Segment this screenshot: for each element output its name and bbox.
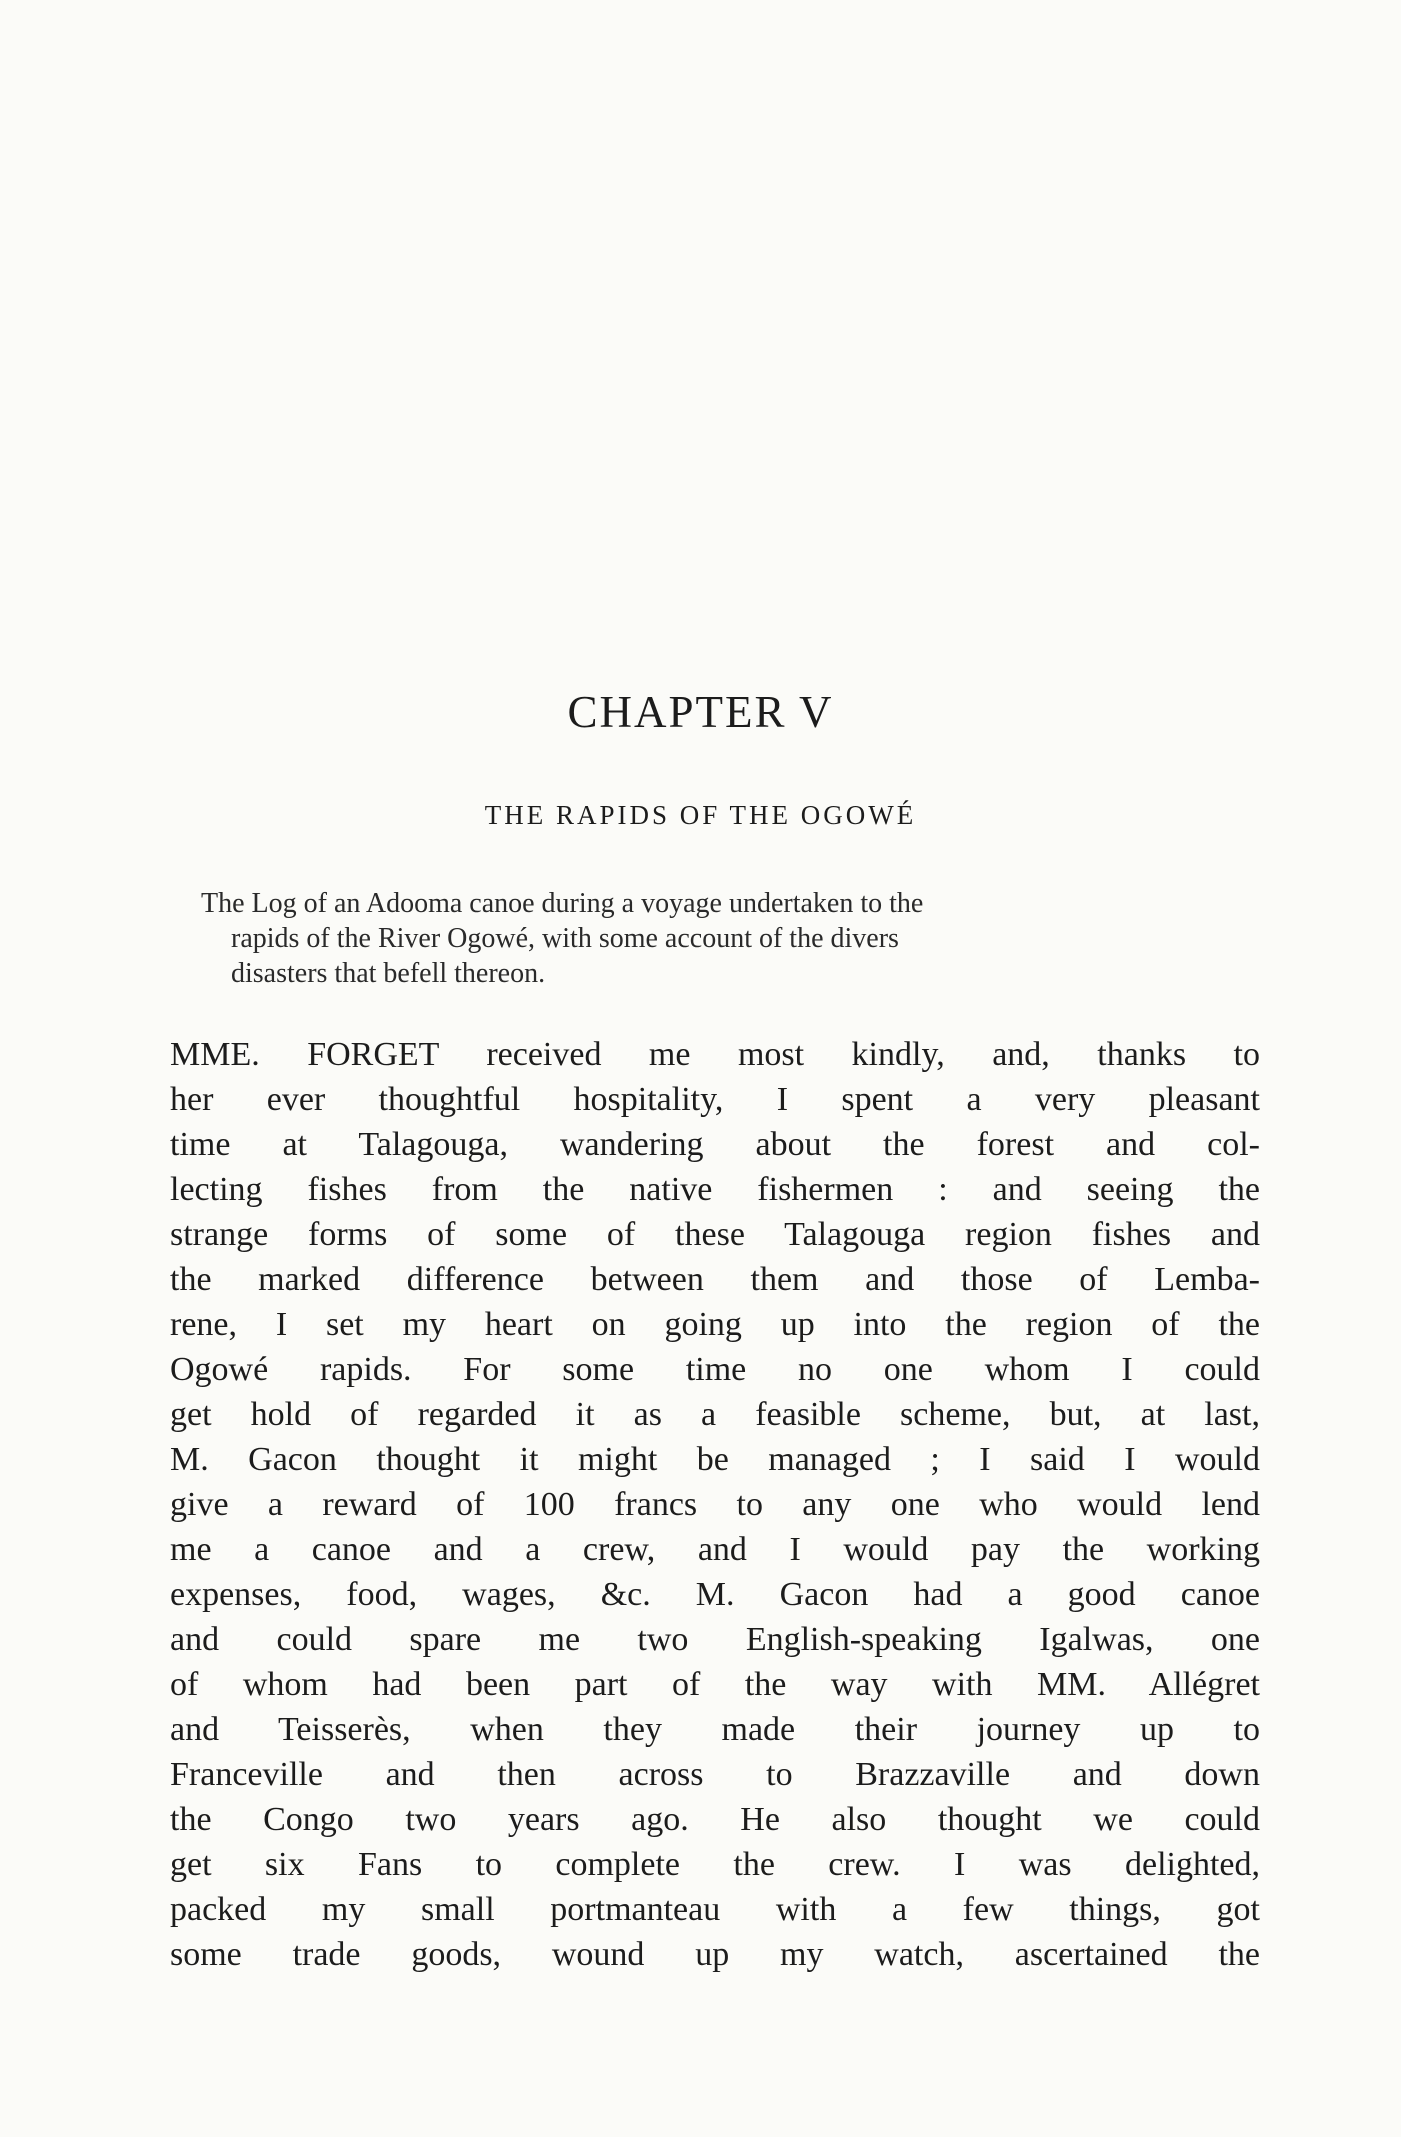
body-line: and could spare me two English-speaking Igalwas, one (170, 1621, 1260, 1658)
body-line: give a reward of 100 francs to any one who would lend (170, 1486, 1260, 1523)
body-line: rene, I set my heart on going up into the region of the (170, 1306, 1260, 1343)
body-line: and Teisserès, when they made their journey up to (170, 1711, 1260, 1748)
chapter-synopsis (201, 886, 1261, 991)
body-line: some trade goods, wound up my watch, ascertained the (170, 1936, 1260, 1973)
body-line: M. Gacon thought it might be managed ; I said I would (170, 1441, 1260, 1478)
body-line: the marked difference between them and those of Lemba- (170, 1261, 1260, 1298)
body-line: her ever thoughtful hospitality, I spent a very pleasant (170, 1081, 1260, 1118)
body-line: packed my small portmanteau with a few things, got (170, 1891, 1260, 1928)
chapter-subtitle: THE RAPIDS OF THE OGOWÉ (484, 800, 917, 830)
body-line: lecting fishes from the native fishermen : and seeing the (170, 1171, 1260, 1208)
body-line: get hold of regarded it as a feasible scheme, but, at last, (170, 1396, 1260, 1433)
body-line: Franceville and then across to Brazzaville and down (170, 1756, 1260, 1793)
body-line: the Congo two years ago. He also thought we could (170, 1801, 1260, 1838)
body-line: of whom had been part of the way with MM. Allégret (170, 1666, 1260, 1703)
body-line: Ogowé rapids. For some time no one whom I could (170, 1351, 1260, 1388)
body-line: me a canoe and a crew, and I would pay the working (170, 1531, 1260, 1568)
body-line: strange forms of some of these Talagouga region fishes and (170, 1216, 1260, 1253)
chapter-title: CHAPTER V (567, 687, 834, 737)
body-text (170, 1032, 1260, 1977)
body-line: expenses, food, wages, &c. M. Gacon had a good canoe (170, 1576, 1260, 1613)
body-line: MME. FORGET received me most kindly, and, thanks to (170, 1036, 1260, 1073)
body-line: time at Talagouga, wandering about the forest and col- (170, 1126, 1260, 1163)
synopsis-line: disasters that befell thereon. (231, 958, 546, 989)
synopsis-line: The Log of an Adooma canoe during a voyage undertaken to the (201, 888, 924, 919)
synopsis-line: rapids of the River Ogowé, with some account of the divers (231, 923, 899, 954)
body-line: get six Fans to complete the crew. I was delighted, (170, 1846, 1260, 1883)
